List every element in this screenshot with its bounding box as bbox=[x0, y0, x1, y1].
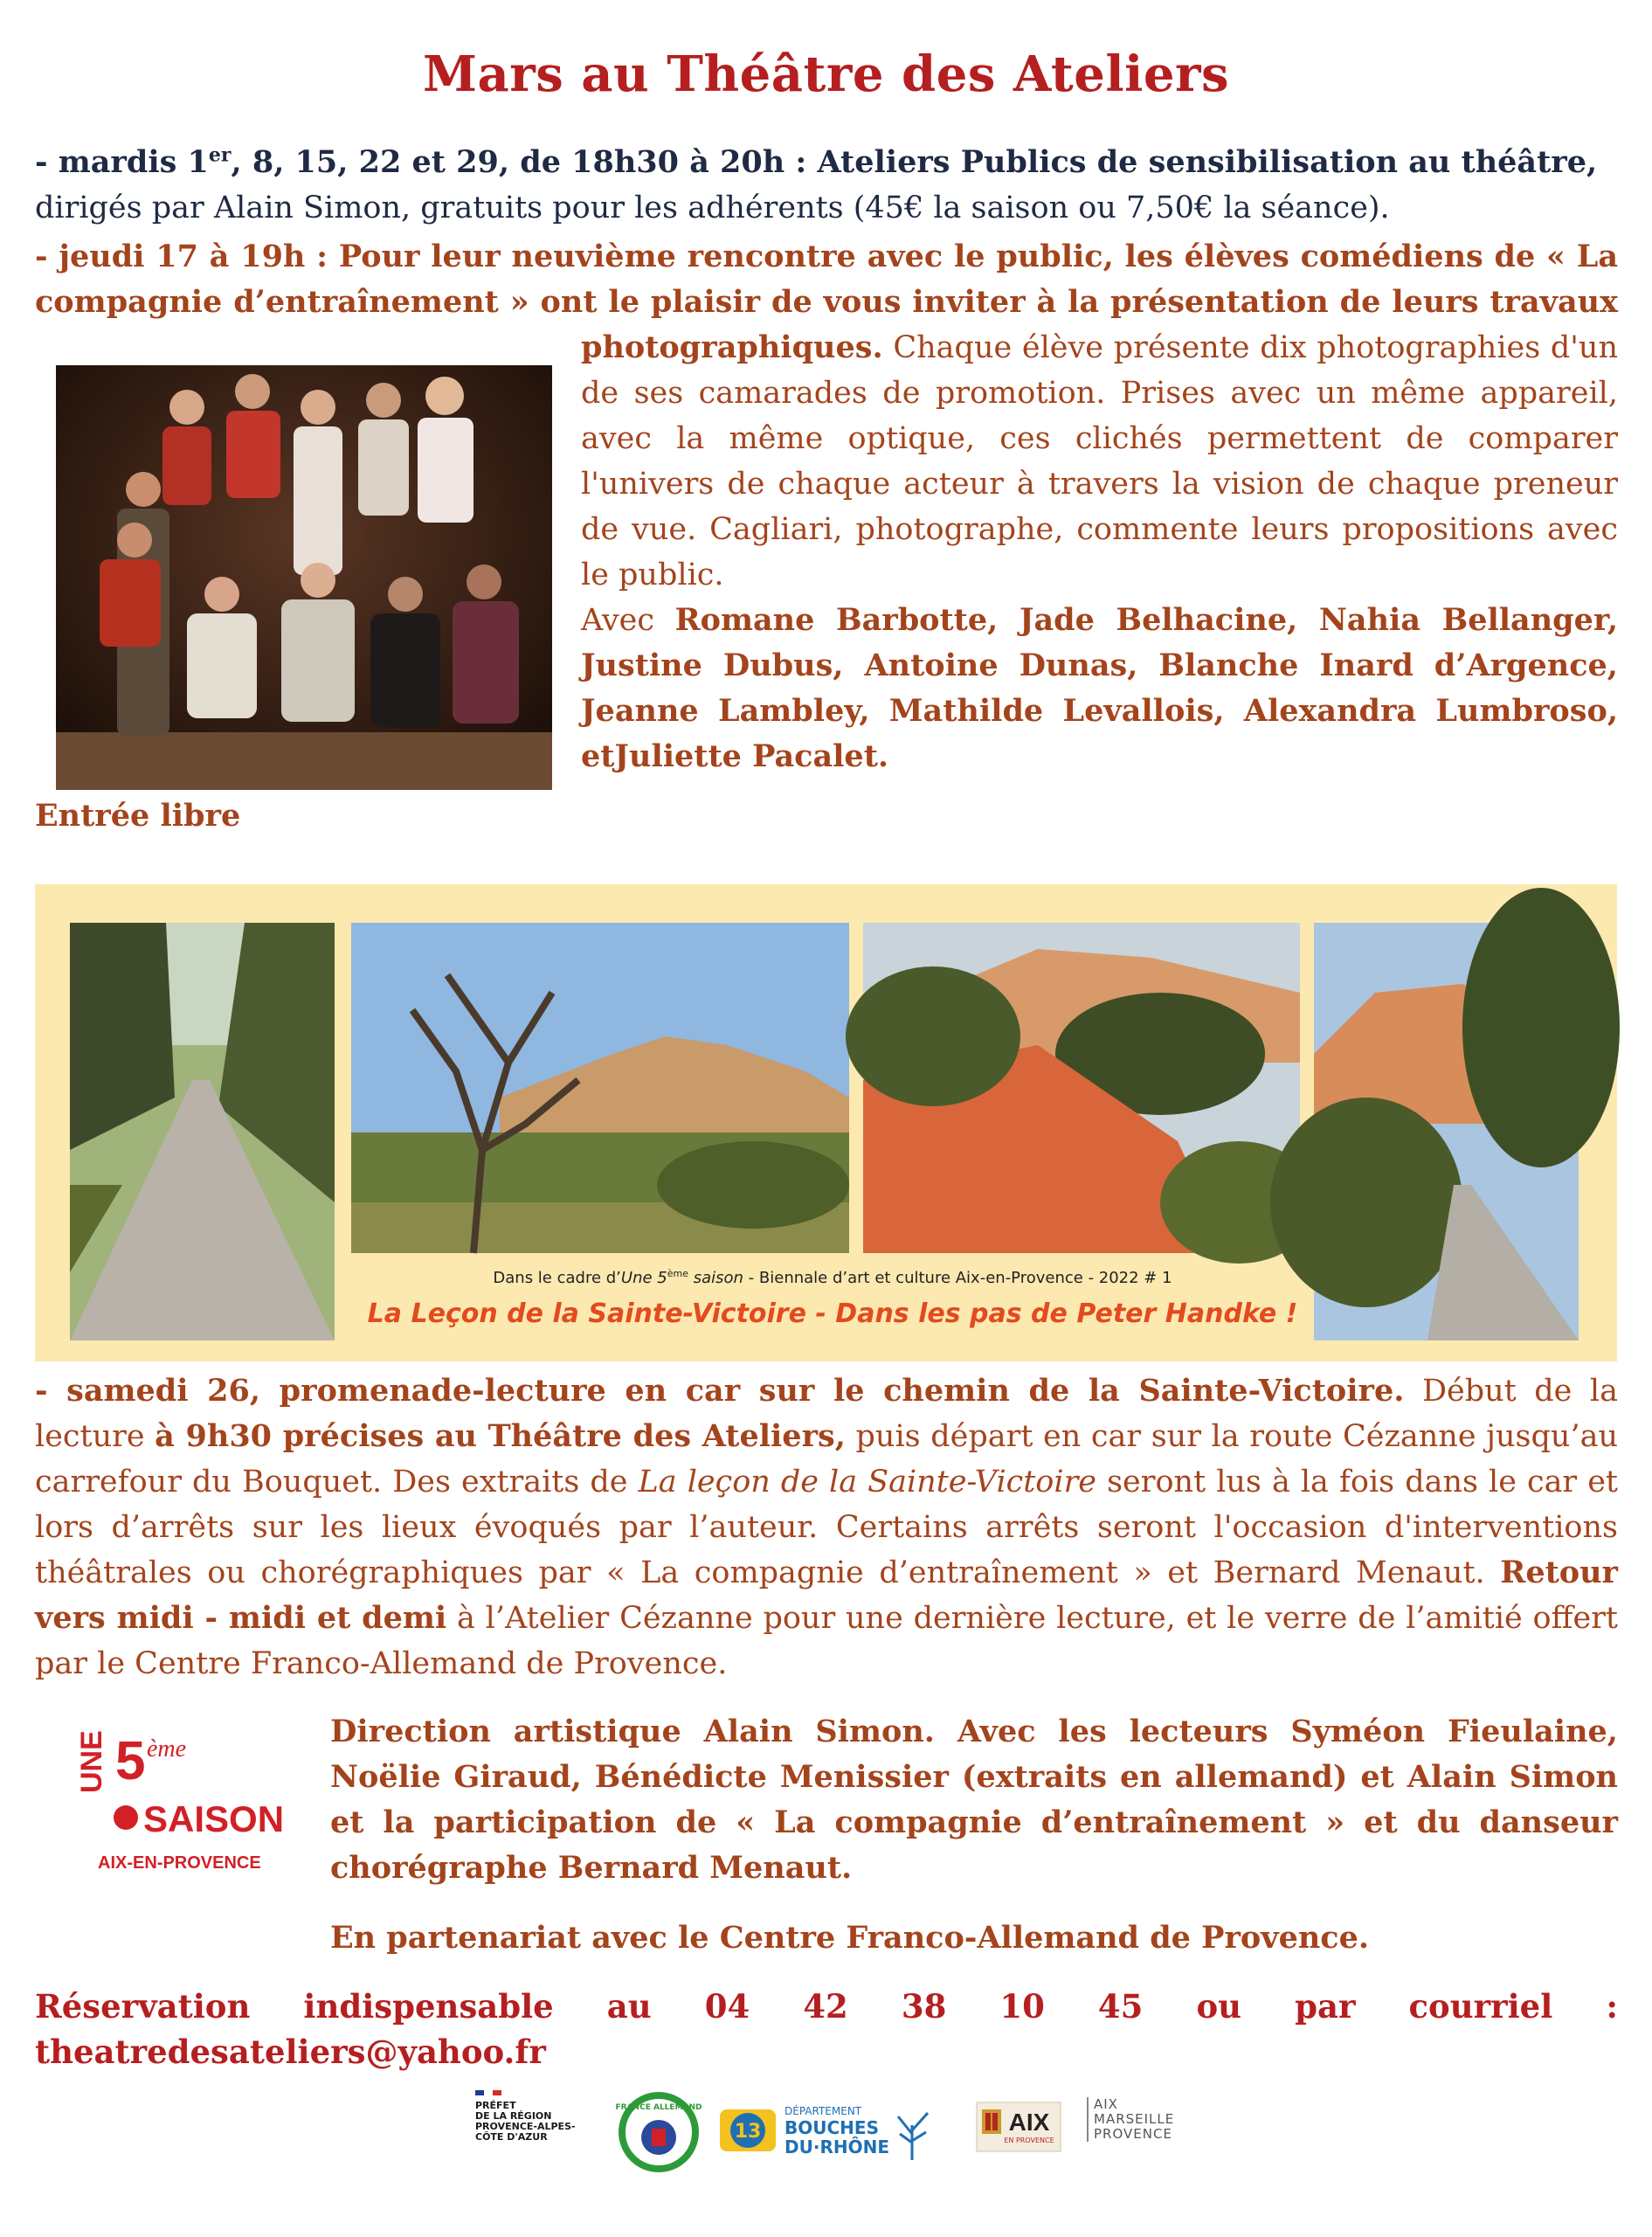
samedi-t2: puis départ en car sur la route Cézanne jusqu’au carrefour du Bouquet. Des extraits de bbox=[35, 1419, 1618, 1499]
logo-city: AIX-EN-PROVENCE bbox=[98, 1853, 261, 1873]
partner-prefet bbox=[475, 2090, 606, 2186]
paragraph-jeudi-description bbox=[581, 325, 1618, 779]
paragraph-ateliers-publics bbox=[35, 140, 1618, 231]
banner-headline: La Leçon de la Sainte-Victoire - Dans les pas de Peter Handke ! bbox=[367, 1299, 1298, 1329]
travaux-description: Chaque élève présente dix photographies d'un de ses camarades de promotion. Prises avec un même appareil, avec la même optique, ces clichés permettent de comparer l'univers de chaque acteur à travers la vision de chaque preneur de vue. Cagliari, photographe, commente leurs propositions avec le public. bbox=[581, 330, 1618, 592]
ateliers-details: dirigés par Alain Simon, gratuits pour les adhérents (45€ la saison ou 7,50€ la séance). bbox=[35, 190, 1390, 225]
samedi-title: - samedi 26, promenade-lecture en car sur le chemin de la Sainte-Victoire. bbox=[35, 1373, 1405, 1409]
partner-bouches-du-rhone bbox=[718, 2090, 937, 2186]
samedi-t3: seront lus à la fois dans le car et lors d’arrêts sur les lieux évoqués par l’auteur. Certains arrêts seront l'occasion d'interventions théâtrales ou chorégraphiques par « La compagnie d’entraînement » et Bernard Menaut. bbox=[35, 1465, 1618, 1590]
logo-eme: ème bbox=[147, 1735, 187, 1763]
comedians-names: Romane Barbotte, Jade Belhacine, Nahia Bellanger, Justine Dubus, Antoine Dunas, Blanche Inard d’Argence, Jeanne Lambley, Mathilde Levallois, Alexandra Lumbroso, etJuliette Pacalet. bbox=[581, 602, 1619, 774]
reservation: Réservation indispensable au 04 42 38 10 45 ou par courriel : theatredesateliers@yahoo.fr bbox=[35, 1987, 1618, 2071]
partner-aix-en-provence bbox=[975, 2090, 1062, 2186]
path-photo bbox=[70, 923, 335, 1340]
amp-line-2: MARSEILLE bbox=[1094, 2111, 1175, 2127]
samedi-t1: Début de la lecture bbox=[35, 1374, 1618, 1454]
prefet-line-3: PROVENCE-ALPES- bbox=[475, 2121, 576, 2132]
avec-label: Avec bbox=[581, 603, 675, 638]
svg-text:13: 13 bbox=[734, 2121, 762, 2143]
caption-sup: ème bbox=[667, 1268, 689, 1279]
aix-label: AIX bbox=[1008, 2109, 1050, 2136]
prefet-line-1: PRÉFET bbox=[475, 2100, 516, 2111]
samedi-book-title: La leçon de la Sainte-Victoire bbox=[638, 1465, 1097, 1499]
banner-sainte-victoire bbox=[35, 884, 1617, 1361]
logo-une: UNE bbox=[75, 1730, 108, 1793]
partenariat: En partenariat avec le Centre Franco-Allemand de Provence. bbox=[330, 1920, 1370, 1956]
banner-caption bbox=[351, 1269, 1314, 1287]
caption-prefix: Dans le cadre d’ bbox=[493, 1269, 621, 1287]
paragraph-jeudi-line1: - jeudi 17 à 19h : Pour leur neuvième rencontre avec le public, les élèves comédiens de « La bbox=[35, 239, 1618, 274]
ateliers-dates: , 8, 15, 22 et 29, de 18h30 à 20h : Ateliers Publics de sensibilisation au théâtre, bbox=[231, 144, 1598, 180]
aix-sub-label: EN PROVENCE bbox=[1004, 2137, 1054, 2144]
paragraph-samedi bbox=[35, 1368, 1618, 1686]
ateliers-lead: - mardis 1 bbox=[35, 144, 209, 180]
dept-line-3: DU·RHÔNE bbox=[785, 2137, 889, 2157]
troupe-photo bbox=[56, 365, 552, 790]
une-5eme-saison-logo bbox=[75, 1718, 285, 1893]
dept-line-2: BOUCHES bbox=[785, 2117, 879, 2138]
mountain-road-photo bbox=[1314, 923, 1579, 1340]
amp-line-1: AIX bbox=[1094, 2096, 1118, 2112]
direction-artistique: Direction artistique Alain Simon. Avec les lecteurs Syméon Fieulaine, Noëlie Giraud, Bénédicte Menissier (extraits en allemand) et Alain Simon et la participation de « La compagnie d’entraînement » et du danseur chorégraphe Bernard Menaut. bbox=[330, 1714, 1618, 1886]
dept-line-1: DÉPARTEMENT bbox=[785, 2105, 862, 2117]
caption-italic: Une 5 bbox=[620, 1269, 667, 1287]
tree-icon bbox=[898, 2113, 928, 2160]
logo-saison: SAISON bbox=[143, 1798, 285, 1839]
travaux-label: photographiques. bbox=[581, 329, 883, 365]
partner-aix-marseille-provence bbox=[1087, 2090, 1192, 2186]
caption-italic2: saison bbox=[688, 1269, 743, 1287]
france-allemand-label: FRANCE ALLEMAND bbox=[615, 2103, 702, 2112]
partner-france-allemand bbox=[617, 2090, 701, 2186]
logo-five: 5 bbox=[115, 1731, 146, 1791]
samedi-t4: à l’Atelier Cézanne pour une dernière lecture, et le verre de l’amitié offert par le Centre Franco-Allemand de Provence. bbox=[35, 1601, 1618, 1681]
caption-rest: - Biennale d’art et culture Aix-en-Provence - 2022 # 1 bbox=[743, 1269, 1172, 1287]
paragraph-jeudi-line2: compagnie d’entraînement » ont le plaisir de vous inviter à la présentation de leurs travaux bbox=[35, 284, 1618, 320]
page-title: Mars au Théâtre des Ateliers bbox=[422, 45, 1230, 103]
tricolor-flag bbox=[475, 2090, 501, 2095]
dead-tree-photo bbox=[351, 923, 849, 1253]
samedi-retour: Retour vers midi - midi et demi bbox=[35, 1555, 1618, 1636]
logo-dot bbox=[114, 1805, 138, 1830]
prefet-line-2: DE LA RÉGION bbox=[475, 2110, 552, 2122]
amp-line-3: PROVENCE bbox=[1094, 2126, 1172, 2142]
red-earth-photo bbox=[863, 923, 1300, 1253]
samedi-time: à 9h30 précises au Théâtre des Ateliers, bbox=[155, 1418, 846, 1454]
prefet-line-4: CÔTE D'AZUR bbox=[475, 2131, 548, 2143]
ateliers-sup: er bbox=[208, 143, 232, 167]
entree-libre: Entrée libre bbox=[35, 798, 241, 834]
